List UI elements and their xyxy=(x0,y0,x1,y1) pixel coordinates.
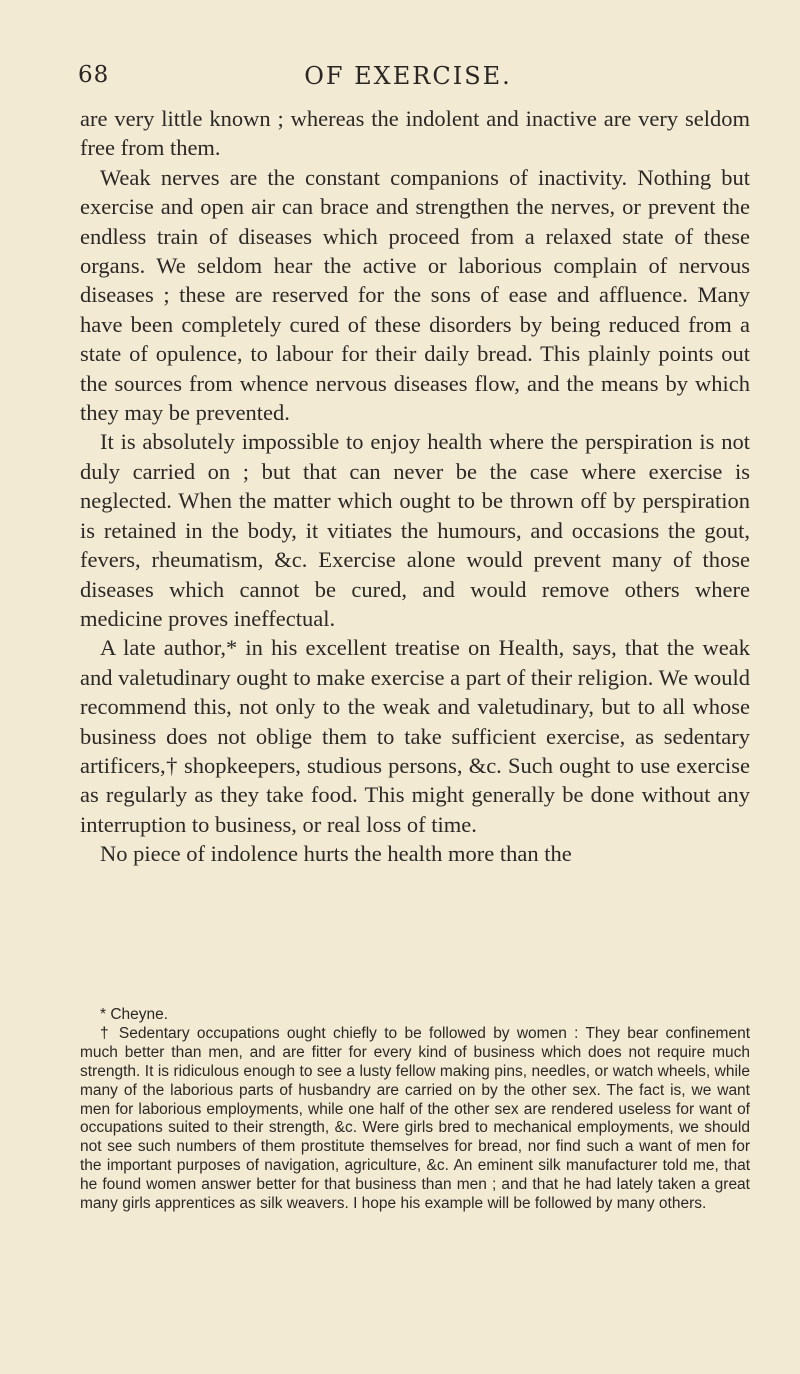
paragraph: It is absolutely impossible to enjoy health where the perspiration is not duly carried on ; but that can never be the case where exercise is neglected. When the matter which ought to be thrown off by perspiration is retained in the body, it vitiates the humours, and occasions the gout, fevers, rheumatism, &c. Exercise alone would prevent many of those diseases which cannot be cured, and would remove others where medicine proves ineffectual. xyxy=(80,429,750,631)
paragraph: A late author,* in his excellent treatise on Health, says, that the weak and valetudinary ought to make exercise a part of their religion. We would recommend this, not only to the weak and valetudinary, but to all whose business does not oblige them to take sufficient exercise, as sedentary artificers,† shopkeepers, studious persons, &c. Such ought to use exercise as regularly as they take food. This might generally be done without any interruption to business, or real loss of time. xyxy=(80,635,750,837)
footnote: † Sedentary occupations ought chiefly to be followed by women : They bear confinement much better than men, and are fitter for every kind of business which does not require much strength. It is ridiculous enough to see a lusty fellow making pins, needles, or watch wheels, while many of the laborious parts of husbandry are carried on by the other sex. The fact is, we want men for laborious employments, while one half of the other sex are rendered useless for want of occupations suited to their strength, &c. Were girls bred to mechanical employments, we should not see such numbers of them prostitute themselves for bread, nor find such a want of men for the important purposes of navigation, agriculture, &c. An eminent silk manufacturer told me, that he found women answer better for that business than men ; and that he had lately taken a great many girls apprentices as silk weavers. I hope his example will be followed by many others. xyxy=(80,1024,750,1213)
paragraph: No piece of indolence hurts the health more than the xyxy=(100,841,572,867)
page-number: 68 xyxy=(78,62,110,88)
running-head: OF EXERCISE. xyxy=(304,62,512,90)
paragraph: Weak nerves are the constant companions of inactivity. Nothing but exercise and open air can brace and strengthen the nerves, or prevent the endless train of diseases which proceed from a relaxed state of these organs. We seldom hear the active or laborious complain of nervous diseases ; these are reserved for the sons of ease and affluence. Many have been completely cured of these disorders by being reduced from a state of opulence, to labour for their daily bread. This plainly points out the sources from whence nervous diseases flow, and the means by which they may be prevented. xyxy=(80,164,750,426)
body-text xyxy=(80,104,750,869)
footnotes xyxy=(80,1006,750,1214)
footnote: * Cheyne. xyxy=(100,1006,169,1023)
page-header xyxy=(78,62,738,102)
paragraph: are very little known ; whereas the indolent and inactive are very seldom free from them. xyxy=(80,106,750,161)
